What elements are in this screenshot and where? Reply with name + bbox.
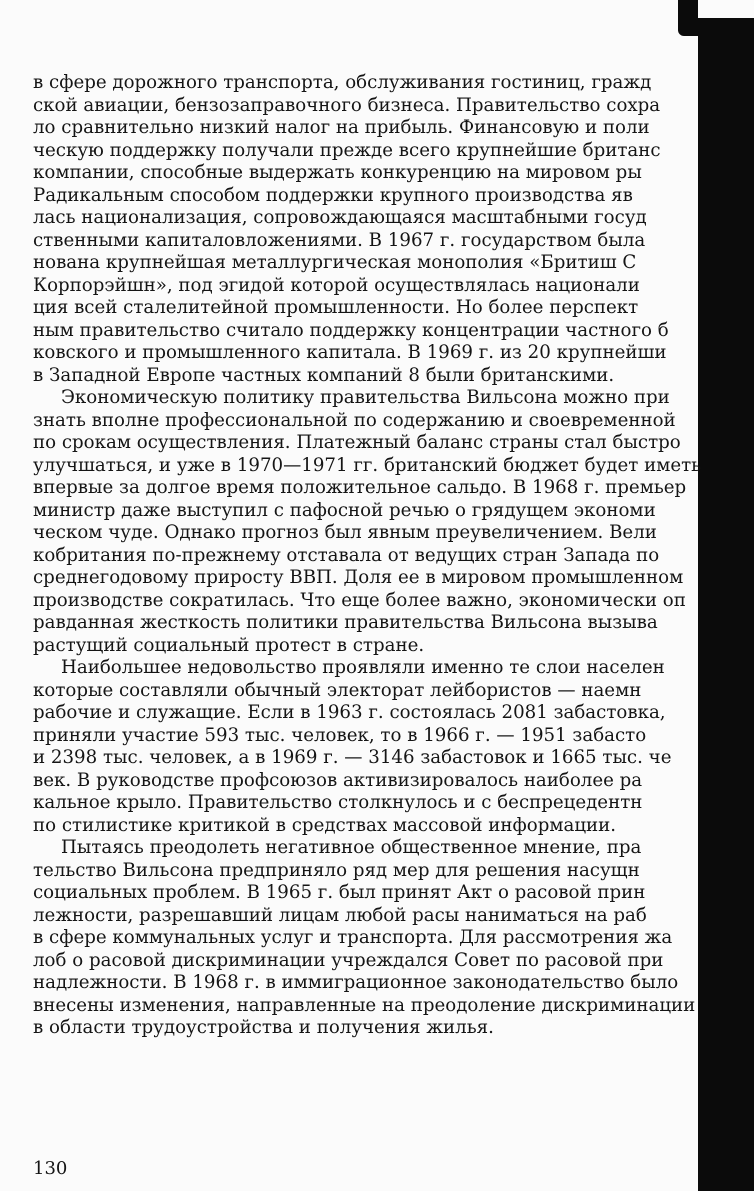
scan-shadow-edge	[698, 18, 754, 1191]
text-line: рабочие и служащие. Если в 1963 г. состоялась 2081 забастовка,	[33, 702, 666, 723]
text-line: ло сравнительно низкий налог на прибыль. Финансовую и поли	[33, 117, 650, 138]
text-line: лежности, разрешавший лицам любой расы наниматься на раб	[33, 904, 647, 926]
scan-shadow-top	[678, 0, 698, 36]
text-line: нована крупнейшая металлургическая монополия «Бритиш С	[33, 252, 637, 273]
text-line: ным правительство считало поддержку концентрации частного б	[33, 319, 669, 341]
text-line: впервые за долгое время положительное сальдо. В 1968 г. премьер	[33, 477, 687, 498]
text-line: по стилистике критикой в средствах массовой информации.	[33, 814, 617, 836]
text-line: приняли участие 593 тыс. человек, то в 1966 г. — 1951 забасто	[33, 724, 647, 746]
text-line: лась национализация, сопровождающаяся масштабными госуд	[33, 207, 647, 228]
text-line: в сфере коммунальных услуг и транспорта. Для рассмотрения жа	[33, 927, 673, 948]
text-line: кобритания по-прежнему отставала от ведущих стран Запада по	[33, 544, 660, 566]
text-line: Наибольшее недовольство проявляли именно те слои населен	[61, 657, 665, 678]
text-line: ской авиации, бензозаправочного бизнеса. Правительство сохра	[33, 94, 661, 116]
text-line: по срокам осуществления. Платежный баланс страны стал быстро	[33, 432, 681, 453]
text-line: надлежности. В 1968 г. в иммиграционное законодательство было	[33, 972, 679, 993]
text-line: растущий социальный протест в стране.	[33, 634, 425, 656]
text-line: среднегодовому приросту ВВП. Доля ее в мировом промышленном	[33, 567, 684, 588]
text-line: Пытаясь преодолеть негативное общественное мнение, пра	[61, 837, 642, 858]
text-line: в сфере дорожного транспорта, обслуживания гостиниц, гражд	[33, 72, 652, 93]
page-body-text	[33, 72, 701, 1040]
text-line: тельство Вильсона предприняло ряд мер для решения насущн	[33, 859, 640, 881]
text-line: кальное крыло. Правительство столкнулось и с беспрецедентн	[33, 792, 643, 813]
text-line: которые составляли обычный электорат лейбористов — наемн	[33, 679, 642, 701]
text-line: внесены изменения, направленные на преодоление дискриминации	[33, 994, 696, 1016]
text-line: Радикальным способом поддержки крупного производства яв	[33, 184, 633, 206]
paragraph-2	[33, 387, 701, 657]
text-line: знать вполне профессиональной по содержанию и своевременной	[33, 409, 676, 431]
text-line: ческом чуде. Однако прогноз был явным преувеличением. Вели	[33, 522, 657, 543]
text-line: улучшаться, и уже в 1970—1971 гг. британский бюджет будет иметь	[33, 454, 701, 476]
text-line: равданная жесткость политики правительства Вильсона вызыва	[33, 612, 658, 633]
page-number: 130	[33, 1158, 68, 1179]
paragraph-4	[33, 837, 701, 1040]
text-line: ческую поддержку получали прежде всего крупнейшие британс	[33, 139, 661, 161]
text-line: ция всей сталелитейной промышленности. Но более перспект	[33, 297, 639, 318]
text-line: ственными капиталовложениями. В 1967 г. государством была	[33, 229, 646, 251]
text-line: век. В руководстве профсоюзов активизировалось наиболее ра	[33, 769, 643, 791]
text-line: и 2398 тыс. человек, а в 1969 г. — 3146 забастовок и 1665 тыс. че	[33, 747, 672, 768]
text-line: Экономическую политику правительства Вильсона можно при	[61, 387, 670, 408]
text-line: социальных проблем. В 1965 г. был принят Акт о расовой прин	[33, 882, 646, 903]
text-line: ковского и промышленного капитала. В 1969 г. из 20 крупнейши	[33, 342, 667, 363]
paragraph-1	[33, 72, 701, 387]
paragraph-3	[33, 657, 701, 837]
text-line: в области трудоустройства и получения жилья.	[33, 1017, 494, 1038]
text-line: Корпорэйшн», под эгидой которой осуществлялась национали	[33, 274, 640, 296]
text-line: производстве сократилась. Что еще более важно, экономически оп	[33, 589, 686, 611]
text-line: лоб о расовой дискриминации учреждался Совет по расовой при	[33, 949, 664, 971]
text-line: в Западной Европе частных компаний 8 были британскими.	[33, 364, 615, 386]
text-line: компании, способные выдержать конкуренцию на мировом ры	[33, 162, 642, 183]
text-line: министр даже выступил с пафосной речью о грядущем экономи	[33, 499, 656, 521]
